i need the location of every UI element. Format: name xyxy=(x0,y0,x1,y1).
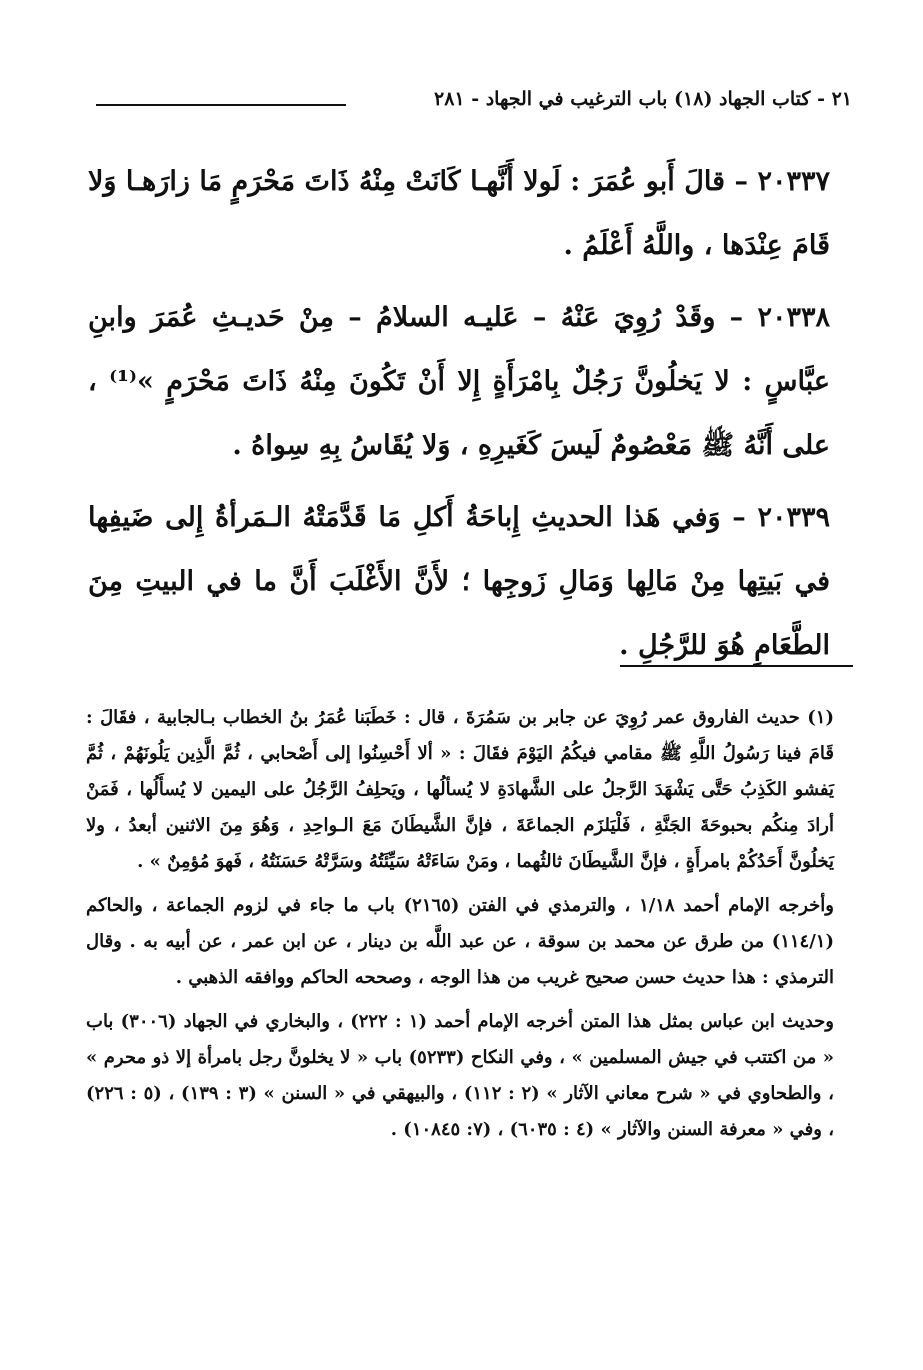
paragraph-number: ٢٠٣٣٨ xyxy=(757,302,830,333)
paragraph-number: ٢٠٣٣٩ xyxy=(757,502,830,533)
paragraph-20337 xyxy=(88,150,830,278)
header-rule xyxy=(96,104,346,106)
footnotes xyxy=(86,700,834,1156)
footnote-text: وحديث ابن عباس بمثل هذا المتن أخرجه الإمام أحمد (١ : ٢٢٢) ، والبخاري في الجهاد (٣٠٠٦) باب « من اكتتب في جيش المسلمين » ، وفي النكاح (٥٢٣٣) باب « لا يخلونَّ رجل بامرأة إلا ذو محرم » ، والطحاوي في « شرح معاني الآثار » (٢ : ١١٢) ، والبيهقي في « السنن » (٣ : ١٣٩) ، (٥ : ٢٢٦) ، وفي « معرفة السنن والآثار » (٤ : ٦٠٣٥) ، (٧: ١٠٨٤٥) . xyxy=(86,1011,834,1140)
paragraph-text: – وَفي هَذا الحديثِ إِباحَةُ أَكلِ مَا قَدَّمَتْهُ الـمَرأةُ إِلى ضَيفِها في بَيتِها مِنْ مَالِها وَمَالِ زَوجِها ؛ لأَنَّ الأَغْلَبَ أَنَّ ما في البيتِ مِنَ الطَّعَامِ هُوَ للرَّجُلِ . xyxy=(88,502,830,661)
paragraph-20338 xyxy=(88,286,830,478)
paragraph-text: – قالَ أَبو عُمَرَ : لَولا أَنَّهـا كَانَتْ مِنْهُ ذَاتَ مَحْرَمٍ مَا زارَهـا وَلا قَامَ عِنْدَها ، واللَّهُ أَعْلَمُ . xyxy=(88,166,830,261)
paragraph-text: – وقَدْ رُوِيَ عَنْهُ – عَليـه السلامُ – مِنْ حَديـثِ عُمَرَ وابنِ عبَّاسٍ : لا يَخلُونَّ رَجُلٌ بِامْرَأَةٍ إِلا أَنْ تَكُونَ مِنْهُ ذَاتَ مَحْرَمٍ »⁽¹⁾ ، على أَنَّهُ ﷺ مَعْصُومٌ لَيسَ كَغَيرِهِ ، وَلا يُقَاسُ بِهِ سِواهُ . xyxy=(88,302,830,461)
footnote-text: حديث الفاروق عمر رُوِيَ عن جابر بن سَمُرَةَ ، قال : خَطَبَنا عُمَرُ بنُ الخطاب بـالجابية ، فقَالَ : قَامَ فينا رَسُولُ اللَّهِ ﷺ مقامي فيكُمُ اليَوْمَ فقَالَ : « ألا أَحْسِنُوا إلى أَصْحابي ، ثُمَّ الَّذِين يَلُونَهُمْ ، ثُمَّ يَفشو الكَذِبُ حَتَّى يَشْهَدَ الرَّجلُ على الشَّهادَةِ لا يُسألُها ، ويَحلِفُ الرَّجُلُ على اليمين لا يُسأَلُها ، فَمَنْ أرادَ مِنكُم بحبوحَةَ الجَنَّةِ ، فَلْيَلزَم الجماعَةَ ، فإنَّ الشَّيطَانَ مَعَ الـواحِدِ ، وَهُوَ مِنَ الاثنين أبعدُ ، ولا يَخلُونَّ أَحَدُكُمْ بامرأَةٍ ، فإنَّ الشَّيطَانَ ثالثُهما ، ومَنْ سَاءَتْهُ سَيِّئَتُهُ وسَرَّتْهُ حَسَنَتُهُ ، فَهوَ مُؤمِنٌ » . xyxy=(86,707,834,872)
paragraph-20339 xyxy=(88,486,830,678)
footnote-1 xyxy=(86,700,834,880)
footnote-marker: (١) xyxy=(807,707,834,728)
paragraph-number: ٢٠٣٣٧ xyxy=(757,166,831,197)
main-text xyxy=(88,150,830,686)
footnote-takhrij xyxy=(86,888,834,996)
footnote-ibn-abbas xyxy=(86,1004,834,1148)
running-title: ٢١ - كتاب الجهاد (١٨) باب الترغيب في الجهاد - ٢٨١ xyxy=(433,88,852,110)
footnote-text: وأخرجه الإمام أحمد ١/١٨ ، والترمذي في الفتن (٢١٦٥) باب ما جاء في لزوم الجماعة ، والحاكم (١١٤/١) من طرق عن محمد بن سوقة ، عن عبد اللَّه بن دينار ، عن ابن عمر ، عن أبيه به . وقال الترمذي : هذا حديث حسن صحيح غريب من هذا الوجه ، وصححه الحاكم ووافقه الذهبي . xyxy=(86,895,834,988)
footnote-separator xyxy=(620,665,853,667)
page-header xyxy=(96,82,852,122)
